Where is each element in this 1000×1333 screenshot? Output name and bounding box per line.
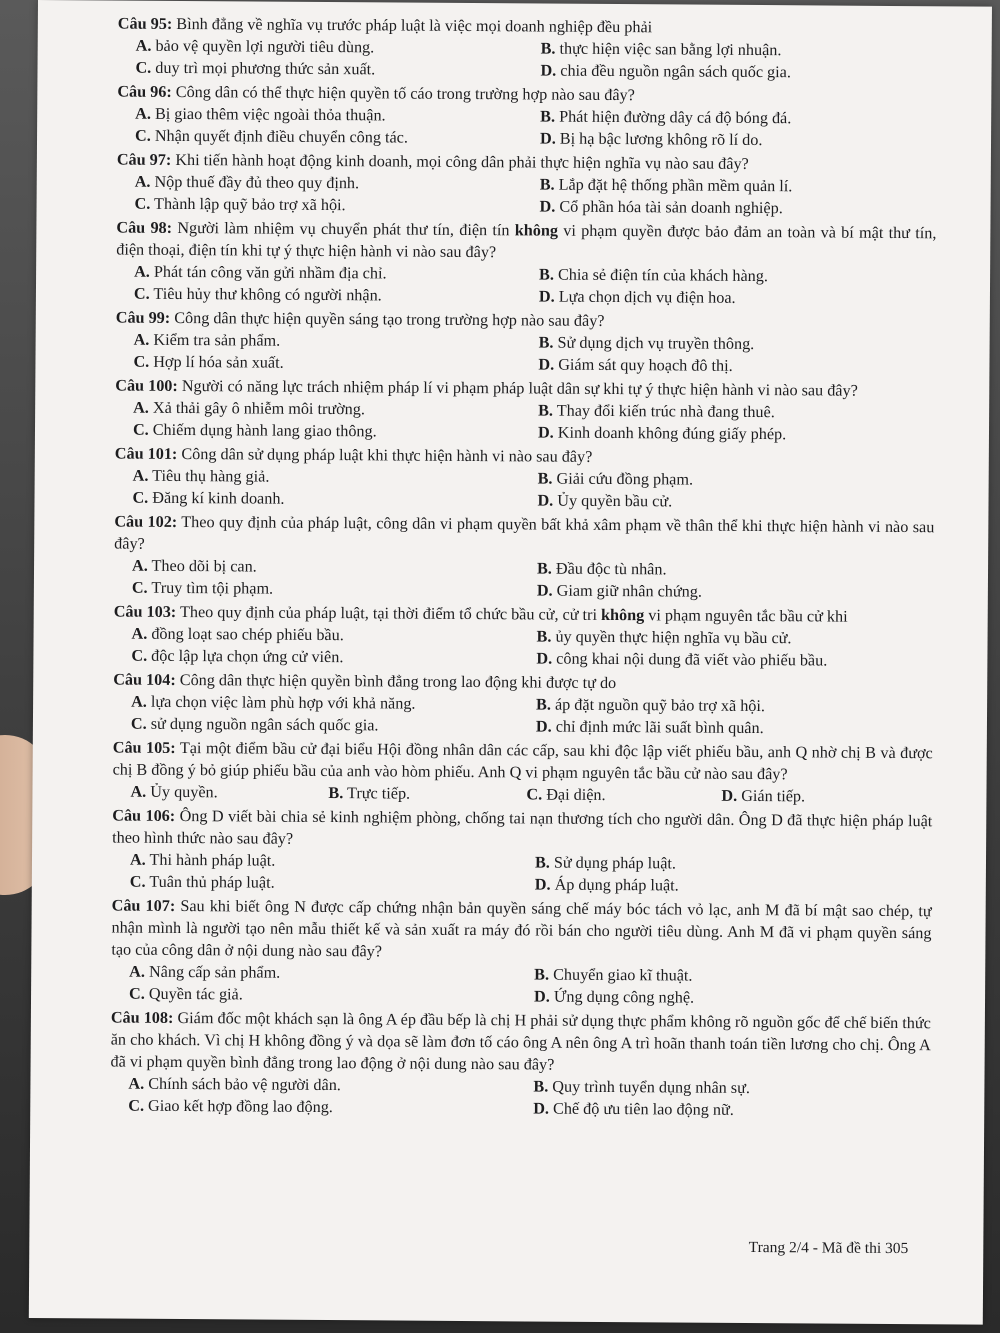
answer-option	[129, 983, 534, 1008]
option-letter: D.	[536, 581, 553, 600]
answer-option	[540, 128, 955, 153]
option-text: lựa chọn việc làm phù hợp với khả năng.	[150, 692, 416, 713]
answer-option	[534, 985, 949, 1010]
option-letter: B.	[540, 39, 556, 58]
answer-options	[117, 103, 937, 153]
answer-options	[112, 849, 932, 899]
question	[112, 805, 933, 899]
question	[116, 217, 937, 311]
answer-option	[533, 1097, 948, 1122]
option-text: Chia sẻ điện tín của khách hàng.	[557, 265, 768, 286]
option-letter: D.	[540, 61, 557, 80]
option-letter: C.	[135, 58, 152, 77]
option-letter: B.	[539, 175, 555, 194]
option-letter: A.	[135, 104, 152, 123]
option-text: thực hiện việc san bằng lợi nhuận.	[559, 39, 782, 60]
question	[111, 895, 932, 1011]
option-letter: A.	[132, 466, 149, 485]
answer-option	[135, 125, 540, 150]
option-text: Bị giao thêm việc ngoài thỏa thuận.	[154, 104, 386, 125]
option-text: Chính sách bảo vệ người dân.	[148, 1074, 341, 1095]
option-letter: A.	[134, 262, 150, 281]
question-text: Khi tiến hành hoạt động kinh doanh, mọi công dân phải thực hiện nghĩa vụ nào sau đây?	[175, 150, 749, 173]
answer-option	[537, 579, 952, 604]
answer-option	[135, 103, 540, 128]
option-letter: D.	[534, 875, 551, 894]
option-letter: B.	[540, 107, 556, 126]
question-text: Công dân có thể thực hiện quyền tố cáo trong trường hợp nào sau đây?	[175, 82, 635, 105]
question-list	[110, 13, 938, 1125]
question-text: Người có năng lực trách nhiệm pháp lí vi phạm pháp luật dân sự khi tự ý thực hiện hành vi nào sau đây?	[181, 377, 858, 400]
question-stem	[112, 805, 932, 855]
option-text: Theo dõi bị can.	[151, 556, 257, 576]
question-number: Câu 106:	[112, 806, 176, 825]
option-text: duy trì mọi phương thức sản xuất.	[155, 58, 376, 79]
question-stem	[111, 895, 931, 967]
option-letter: B.	[534, 853, 550, 872]
option-text: Gián tiếp.	[741, 786, 806, 806]
answer-option	[540, 106, 955, 131]
answer-option	[131, 691, 536, 716]
answer-option	[541, 38, 956, 63]
option-text: độc lập lựa chọn ứng cử viên.	[151, 646, 344, 667]
option-letter: B.	[538, 401, 554, 420]
option-letter: D.	[535, 717, 552, 736]
answer-options	[117, 35, 937, 85]
question-text: Theo quy định của pháp luật, công dân vi phạm quyền bất khả xâm phạm về thân thể khi thực hiện hành vi nào sau đây?	[114, 513, 935, 553]
option-letter: B.	[539, 265, 555, 284]
option-text: Sử dụng pháp luật.	[553, 853, 677, 873]
question-number: Câu 108:	[110, 1008, 174, 1027]
answer-option	[539, 332, 954, 357]
question-number: Câu 98:	[116, 218, 173, 237]
option-letter: B.	[536, 695, 552, 714]
option-letter: A.	[129, 850, 146, 869]
option-text: Ủy quyền bầu cử.	[557, 491, 673, 511]
answer-option	[536, 625, 951, 650]
option-text: Cổ phần hóa tài sản doanh nghiệp.	[559, 197, 783, 218]
answer-option	[536, 647, 951, 672]
option-text: Thi hành pháp luật.	[149, 850, 276, 870]
question	[117, 81, 937, 153]
option-letter: C.	[129, 872, 146, 891]
answer-options	[115, 329, 935, 379]
question-number: Câu 101:	[114, 444, 178, 463]
question-number: Câu 100:	[115, 376, 178, 395]
option-text: Kiểm tra sản phẩm.	[153, 330, 281, 350]
answer-option	[538, 354, 953, 379]
option-text: Đăng kí kinh doanh.	[152, 488, 285, 508]
question-text: Theo quy định của pháp luật, tại thời điểm tổ chức bầu cử, cử tri	[179, 603, 602, 624]
option-text: Chế độ ưu tiên lao động nữ.	[553, 1099, 734, 1119]
answer-option	[540, 60, 955, 85]
option-text: Quy trình tuyển dụng nhân sự.	[552, 1077, 751, 1097]
answer-option	[133, 419, 538, 444]
option-text: Kinh doanh không đúng giấy phép.	[557, 423, 787, 444]
answer-option	[526, 783, 721, 806]
option-letter: B.	[328, 784, 344, 803]
option-letter: C.	[134, 194, 151, 213]
question-stem	[116, 217, 936, 267]
answer-option	[538, 422, 953, 447]
question-number: Câu 103:	[113, 602, 177, 621]
answer-option	[535, 873, 950, 898]
option-text: Thay đổi kiến trúc nhà đang thuê.	[556, 401, 775, 422]
option-text: sử dụng nguồn ngân sách quốc gia.	[150, 714, 379, 735]
answer-option	[539, 264, 954, 289]
question-number: Câu 105:	[112, 738, 176, 757]
option-text: Ủy quyền.	[150, 782, 218, 802]
option-text: Phát hiện đường dây cá độ bóng đá.	[559, 107, 792, 128]
option-text: Truy tìm tội phạm.	[151, 578, 274, 598]
question	[115, 375, 935, 447]
answer-option	[135, 193, 540, 218]
question-text: Người làm nhiệm vụ chuyển phát thư tín, điện tín	[177, 218, 515, 240]
option-text: bảo vệ quyền lợi người tiêu dùng.	[155, 36, 375, 57]
answer-option	[131, 645, 536, 670]
answer-option	[135, 171, 540, 196]
answer-option	[133, 465, 538, 490]
option-letter: D.	[533, 987, 550, 1006]
option-letter: C.	[133, 352, 150, 371]
option-text: Tiêu hủy thư không có người nhận.	[153, 284, 382, 305]
answer-option	[133, 397, 538, 422]
question-stem	[113, 737, 933, 787]
option-letter: C.	[132, 488, 149, 507]
answer-option	[537, 489, 952, 514]
option-text: Thành lập quỹ bảo trợ xã hội.	[154, 194, 346, 215]
option-letter: C.	[131, 578, 148, 597]
answer-option	[130, 849, 535, 874]
option-letter: C.	[129, 984, 145, 1003]
option-letter: D.	[721, 786, 738, 805]
option-letter: A.	[135, 36, 152, 55]
option-letter: D.	[537, 423, 554, 442]
answer-options	[110, 1073, 930, 1123]
option-letter: A.	[129, 962, 146, 981]
option-letter: A.	[128, 1074, 145, 1093]
question	[113, 601, 933, 673]
option-text: Tuân thủ pháp luật.	[149, 872, 275, 892]
question	[110, 1007, 931, 1123]
option-text: ủy quyền thực hiện nghĩa vụ bầu cử.	[555, 627, 792, 648]
answer-option	[328, 782, 526, 805]
question	[114, 443, 934, 515]
answer-options	[117, 171, 937, 221]
answer-option	[136, 35, 541, 60]
option-letter: D.	[537, 491, 554, 510]
answer-option	[536, 715, 951, 740]
option-text: Tiêu thụ hàng giả.	[152, 466, 270, 486]
answer-option	[540, 174, 955, 199]
question-stem	[111, 1007, 931, 1079]
option-letter: D.	[533, 1099, 550, 1118]
option-text: Lắp đặt hệ thống phần mềm quản lí.	[558, 175, 793, 196]
question-text: Công dân sử dụng pháp luật khi thực hiện hành vi nào sau đây?	[181, 445, 593, 466]
option-letter: A.	[131, 692, 147, 711]
option-letter: A.	[133, 398, 149, 417]
answer-option	[539, 286, 954, 311]
answer-option	[537, 557, 952, 582]
option-letter: C.	[132, 420, 149, 439]
option-letter: A.	[134, 172, 151, 191]
question-text: Ông D viết bài chia sẻ kinh nghiệm phòng, chống tai nạn thương tích cho người dân. Ông D đã thực hiện pháp luật theo hình thức nào sau đây?	[112, 807, 933, 848]
option-letter: C.	[134, 126, 151, 145]
answer-option	[133, 351, 538, 376]
answer-option	[132, 555, 537, 580]
question-number: Câu 102:	[114, 512, 178, 531]
answer-option	[135, 57, 540, 82]
option-letter: B.	[536, 559, 552, 578]
answer-option	[134, 261, 539, 286]
option-letter: C.	[131, 646, 148, 665]
option-text: Đại diện.	[546, 785, 606, 804]
answer-option	[131, 713, 536, 738]
answer-options	[112, 781, 932, 809]
option-text: Nâng cấp sản phẩm.	[148, 962, 281, 982]
answer-options	[115, 397, 935, 447]
option-letter: C.	[130, 714, 147, 733]
answer-option	[129, 961, 534, 986]
option-text: đồng loạt sao chép phiếu bầu.	[151, 624, 344, 645]
option-letter: B.	[538, 333, 554, 352]
option-letter: D.	[539, 129, 556, 148]
answer-option	[130, 781, 328, 804]
answer-options	[116, 261, 936, 311]
option-letter: D.	[538, 355, 555, 374]
answer-option	[536, 693, 951, 718]
answer-option	[132, 577, 537, 602]
option-text: Giải cứu đồng phạm.	[556, 469, 694, 489]
answer-option	[128, 1073, 533, 1098]
option-letter: C.	[133, 284, 150, 303]
answer-option	[533, 1075, 948, 1100]
question	[112, 737, 932, 809]
question-text: vi phạm nguyên tắc bầu cử khi	[644, 606, 848, 626]
question-text: Công dân thực hiện quyền sáng tạo trong trường hợp nào sau đây?	[174, 308, 605, 330]
answer-option	[538, 468, 953, 493]
answer-options	[114, 465, 934, 515]
question-number: Câu 104:	[113, 670, 176, 689]
question	[113, 669, 933, 741]
option-letter: B.	[536, 627, 552, 646]
option-text: Phát tán công văn gửi nhầm địa chỉ.	[153, 262, 387, 283]
option-text: Ứng dụng công nghệ.	[553, 987, 695, 1007]
option-letter: A.	[130, 782, 147, 801]
option-text: Áp dụng pháp luật.	[554, 875, 679, 895]
option-text: Giám sát quy hoạch đô thị.	[558, 355, 733, 375]
option-letter: D.	[536, 649, 553, 668]
option-text: Bị hạ bậc lương không rõ lí do.	[559, 129, 763, 150]
answer-options	[113, 691, 933, 741]
question-number: Câu 95:	[117, 14, 173, 33]
option-letter: C.	[526, 785, 543, 804]
question-number: Câu 96:	[117, 82, 172, 101]
question-stem	[114, 511, 934, 561]
option-text: Xả thải gây ô nhiễm môi trường.	[152, 398, 366, 419]
answer-option	[134, 329, 539, 354]
option-letter: B.	[537, 469, 553, 488]
question	[115, 307, 935, 379]
page-footer: Trang 2/4 - Mã đề thi 305	[748, 1238, 909, 1258]
answer-option	[132, 487, 537, 512]
answer-option	[132, 623, 537, 648]
option-text: Nộp thuế đầy đủ theo quy định.	[154, 172, 360, 193]
answer-options	[113, 623, 933, 673]
option-text: Đầu độc tù nhân.	[555, 559, 667, 579]
answer-option	[130, 871, 535, 896]
answer-option	[535, 851, 950, 876]
option-text: Giao kết hợp đồng lao động.	[148, 1096, 333, 1117]
question-text: Sau khi biết ông N được cấp chứng nhận bản quyền sáng chế máy bóc tách vỏ lạc, anh M đã bí mật sao chép, tự nhận mình là người tạo nên mẫu thiết kế và sản xuất ra máy đó rồi bán cho người tiêu dùng. Anh M đã vi phạm quyền sáng tạo của công dân ở nội dung nào sau đây?	[111, 897, 932, 961]
answer-option	[534, 963, 949, 988]
question-emphasis: không	[514, 221, 559, 240]
option-text: Lựa chọn dịch vụ điện hoa.	[558, 287, 736, 307]
option-text: Sử dụng dịch vụ truyền thông.	[557, 333, 755, 354]
option-text: áp đặt nguồn quỹ bảo trợ xã hội.	[554, 695, 766, 716]
question	[117, 149, 937, 221]
question-number: Câu 97:	[116, 150, 172, 169]
question-number: Câu 99:	[115, 308, 171, 327]
option-text: Nhận quyết định điều chuyển công tác.	[154, 126, 409, 147]
answer-option	[538, 400, 953, 425]
answer-option	[128, 1095, 533, 1120]
option-text: chỉ định mức lãi suất bình quân.	[555, 717, 764, 738]
exam-page	[29, 0, 992, 1325]
question	[114, 511, 935, 605]
question-emphasis: không	[600, 605, 645, 625]
option-letter: B.	[534, 965, 550, 984]
answer-option	[539, 196, 954, 221]
answer-options	[114, 555, 934, 605]
option-letter: A.	[131, 556, 148, 575]
question	[117, 13, 937, 85]
question-text: Tại một điểm bầu cử đại biểu Hội đồng nhân dân các cấp, sau khi độc lập viết phiếu bầu, anh Q nhờ chị B và được chị B đồng ý bỏ giúp phiếu bầu của anh vào hòm phiếu. Anh Q vi phạm nguyên tắc bầu cử nào sau đây?	[112, 739, 933, 784]
option-text: Chiếm dụng hành lang giao thông.	[152, 420, 377, 441]
option-letter: C.	[128, 1096, 145, 1115]
option-text: Giam giữ nhân chứng.	[556, 581, 702, 601]
option-text: Chuyển giao kĩ thuật.	[553, 965, 693, 985]
option-letter: A.	[133, 330, 150, 349]
question-text: Bình đẳng về nghĩa vụ trước pháp luật là việc mọi doanh nghiệp đều phải	[176, 14, 653, 37]
question-text: Công dân thực hiện quyền bình đẳng trong lao động khi được tự do	[179, 671, 617, 693]
option-letter: B.	[533, 1077, 549, 1096]
question-text: vi phạm quyền được bảo đảm an toàn và bí mật thư tín, điện thoại, điện tín khi tự ý thực hiện hành vi nào sau đây?	[116, 221, 937, 262]
answer-options	[111, 961, 931, 1011]
option-letter: A.	[131, 624, 148, 643]
option-text: công khai nội dung đã viết vào phiếu bầu.	[556, 649, 828, 670]
option-letter: D.	[538, 287, 555, 306]
question-number: Câu 107:	[111, 896, 176, 915]
option-text: Trực tiếp.	[347, 784, 411, 803]
answer-option	[721, 785, 921, 808]
option-text: Quyền tác giả.	[148, 984, 243, 1004]
answer-option	[134, 283, 539, 308]
option-text: chia đều nguồn ngân sách quốc gia.	[560, 61, 791, 82]
option-letter: D.	[539, 197, 556, 216]
option-text: Hợp lí hóa sản xuất.	[153, 352, 284, 372]
question-text: Giám đốc một khách sạn là ông A ép đầu bếp là chị H phải sử dụng thực phẩm không rõ nguồn gốc để chế biến thức ăn cho khách. Vì chị H không đồng ý và dọa sẽ làm đơn tố cáo ông A nên ông A trì hoãn thanh toán tiền lương cho chị. Ông A đã vi phạm quyền bình đẳng trong lao động ở nội dung nào sau đây?	[110, 1008, 931, 1074]
